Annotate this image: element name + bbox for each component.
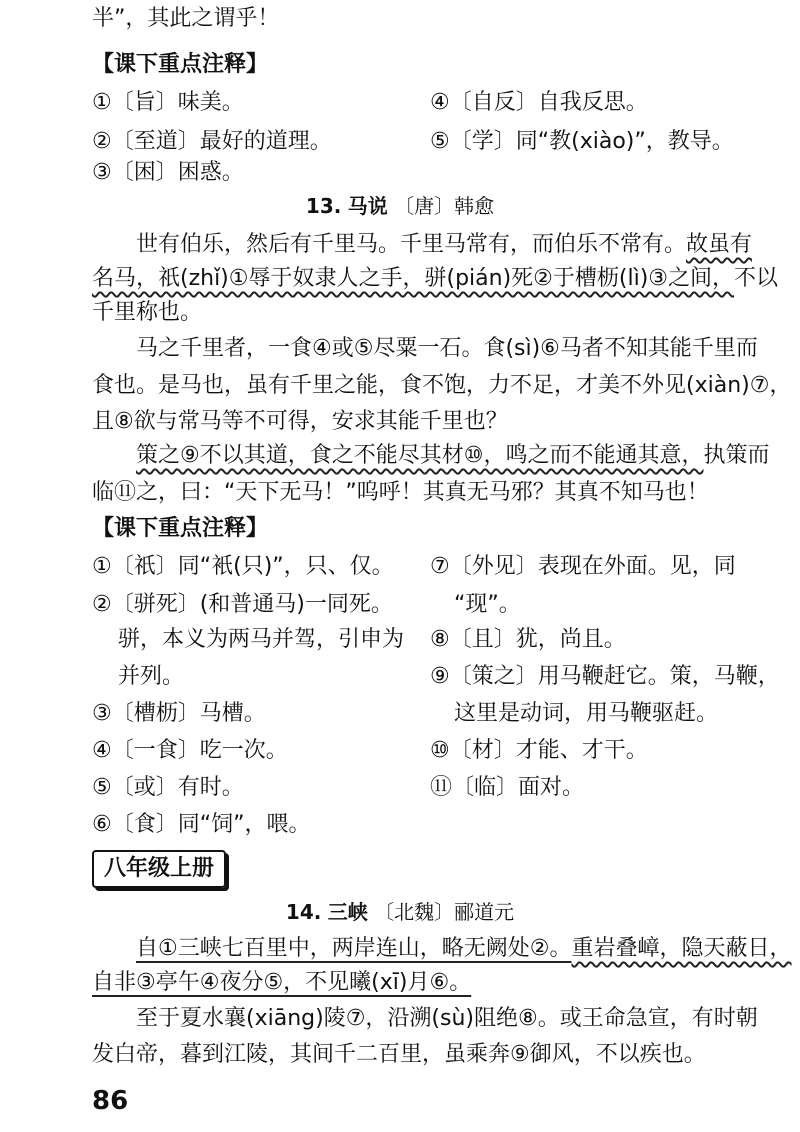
paragraph-line: 临⑪之，曰：“天下无马！”呜呼！其真无马邪？其真不知马也！ bbox=[92, 480, 709, 505]
paragraph-line: 且⑧欲与常马等不可得，安求其能千里也？ bbox=[92, 409, 508, 434]
paragraph-line: 至于夏水襄(xiāng)陵⑦，沿溯(sù)阻绝⑧。或王命急宣，有时朝 bbox=[136, 1006, 758, 1031]
paragraph-line: 自①三峡七百里中，两岸连山，略无阙处②。重岩叠嶂，隐天蔽日， bbox=[136, 936, 792, 961]
paragraph-line: 食也。是马也，虽有千里之能，食不饱，力不足，才美不外见(xiàn)⑦， bbox=[92, 373, 792, 398]
section-title bbox=[0, 898, 800, 926]
paragraph-line: 名马，祇(zhǐ)①辱于奴隶人之手，骈(pián)死②于槽枥(lì)③之间，不以 bbox=[92, 266, 779, 291]
note-item: ⑤〔或〕有时。 bbox=[92, 775, 244, 800]
note-item: ③〔槽枥〕马槽。 bbox=[92, 701, 266, 726]
paragraph-line: 策之⑨不以其道，食之不能尽其材⑩，鸣之而不能通其意，执策而 bbox=[136, 443, 770, 468]
note-item: 骈，本义为两马并驾，引申为 bbox=[118, 627, 405, 652]
note-item: ①〔祇〕同“衹(只)”，只、仅。 bbox=[92, 554, 394, 579]
note-item: ④〔自反〕自我反思。 bbox=[430, 90, 648, 115]
title-number: 14. bbox=[285, 900, 322, 924]
paragraph-line: 世有伯乐，然后有千里马。千里马常有，而伯乐不常有。故虽有 bbox=[136, 232, 753, 257]
note-item: ⑧〔且〕犹，尚且。 bbox=[430, 627, 626, 652]
grade-badge: 八年级上册 bbox=[92, 850, 226, 888]
title-author: 〔唐〕韩愈 bbox=[394, 194, 495, 218]
note-item: ⑨〔策之〕用马鞭赶它。策，马鞭， bbox=[430, 664, 780, 689]
note-item: ②〔至道〕最好的道理。 bbox=[92, 129, 332, 154]
title-name: 马说 bbox=[347, 194, 388, 218]
title-author: 〔北魏〕郦道元 bbox=[374, 900, 515, 924]
note-item: ②〔骈死〕(和普通马)一同死。 bbox=[92, 592, 393, 617]
top-line: 半”，其此之谓乎！ bbox=[92, 6, 280, 31]
note-item: ③〔困〕困惑。 bbox=[92, 160, 244, 185]
note-item: ⑤〔学〕同“教(xiào)”，教导。 bbox=[430, 129, 734, 154]
note-item: ⑦〔外见〕表现在外面。见，同 bbox=[430, 554, 736, 579]
notes-header: 【课下重点注释】 bbox=[92, 52, 269, 77]
section-title bbox=[0, 192, 800, 220]
note-item: ⑩〔材〕才能、才干。 bbox=[430, 738, 648, 763]
paragraph-line: 发白帝，暮到江陵，其间千二百里，虽乘奔⑨御风，不以疾也。 bbox=[92, 1042, 706, 1067]
note-item: “现”。 bbox=[454, 592, 521, 617]
note-item: ⑥〔食〕同“饲”，喂。 bbox=[92, 812, 311, 837]
note-item: ①〔旨〕味美。 bbox=[92, 90, 244, 115]
paragraph-line: 千里称也。 bbox=[92, 300, 203, 325]
notes-header: 【课下重点注释】 bbox=[92, 516, 269, 541]
note-item: 这里是动词，用马鞭驱赶。 bbox=[454, 701, 719, 726]
paragraph-line: 马之千里者，一食④或⑤尽粟一石。食(sì)⑥马者不知其能千里而 bbox=[136, 336, 758, 361]
title-number: 13. bbox=[305, 194, 342, 218]
title-name: 三峡 bbox=[327, 900, 368, 924]
note-item: 并列。 bbox=[118, 664, 185, 689]
page-number: 86 bbox=[92, 1086, 129, 1116]
note-item: ⑪〔临〕面对。 bbox=[430, 775, 585, 800]
note-item: ④〔一食〕吃一次。 bbox=[92, 738, 288, 763]
paragraph-line: 自非③亭午④夜分⑤，不见曦(xī)月⑥。 bbox=[92, 970, 472, 995]
